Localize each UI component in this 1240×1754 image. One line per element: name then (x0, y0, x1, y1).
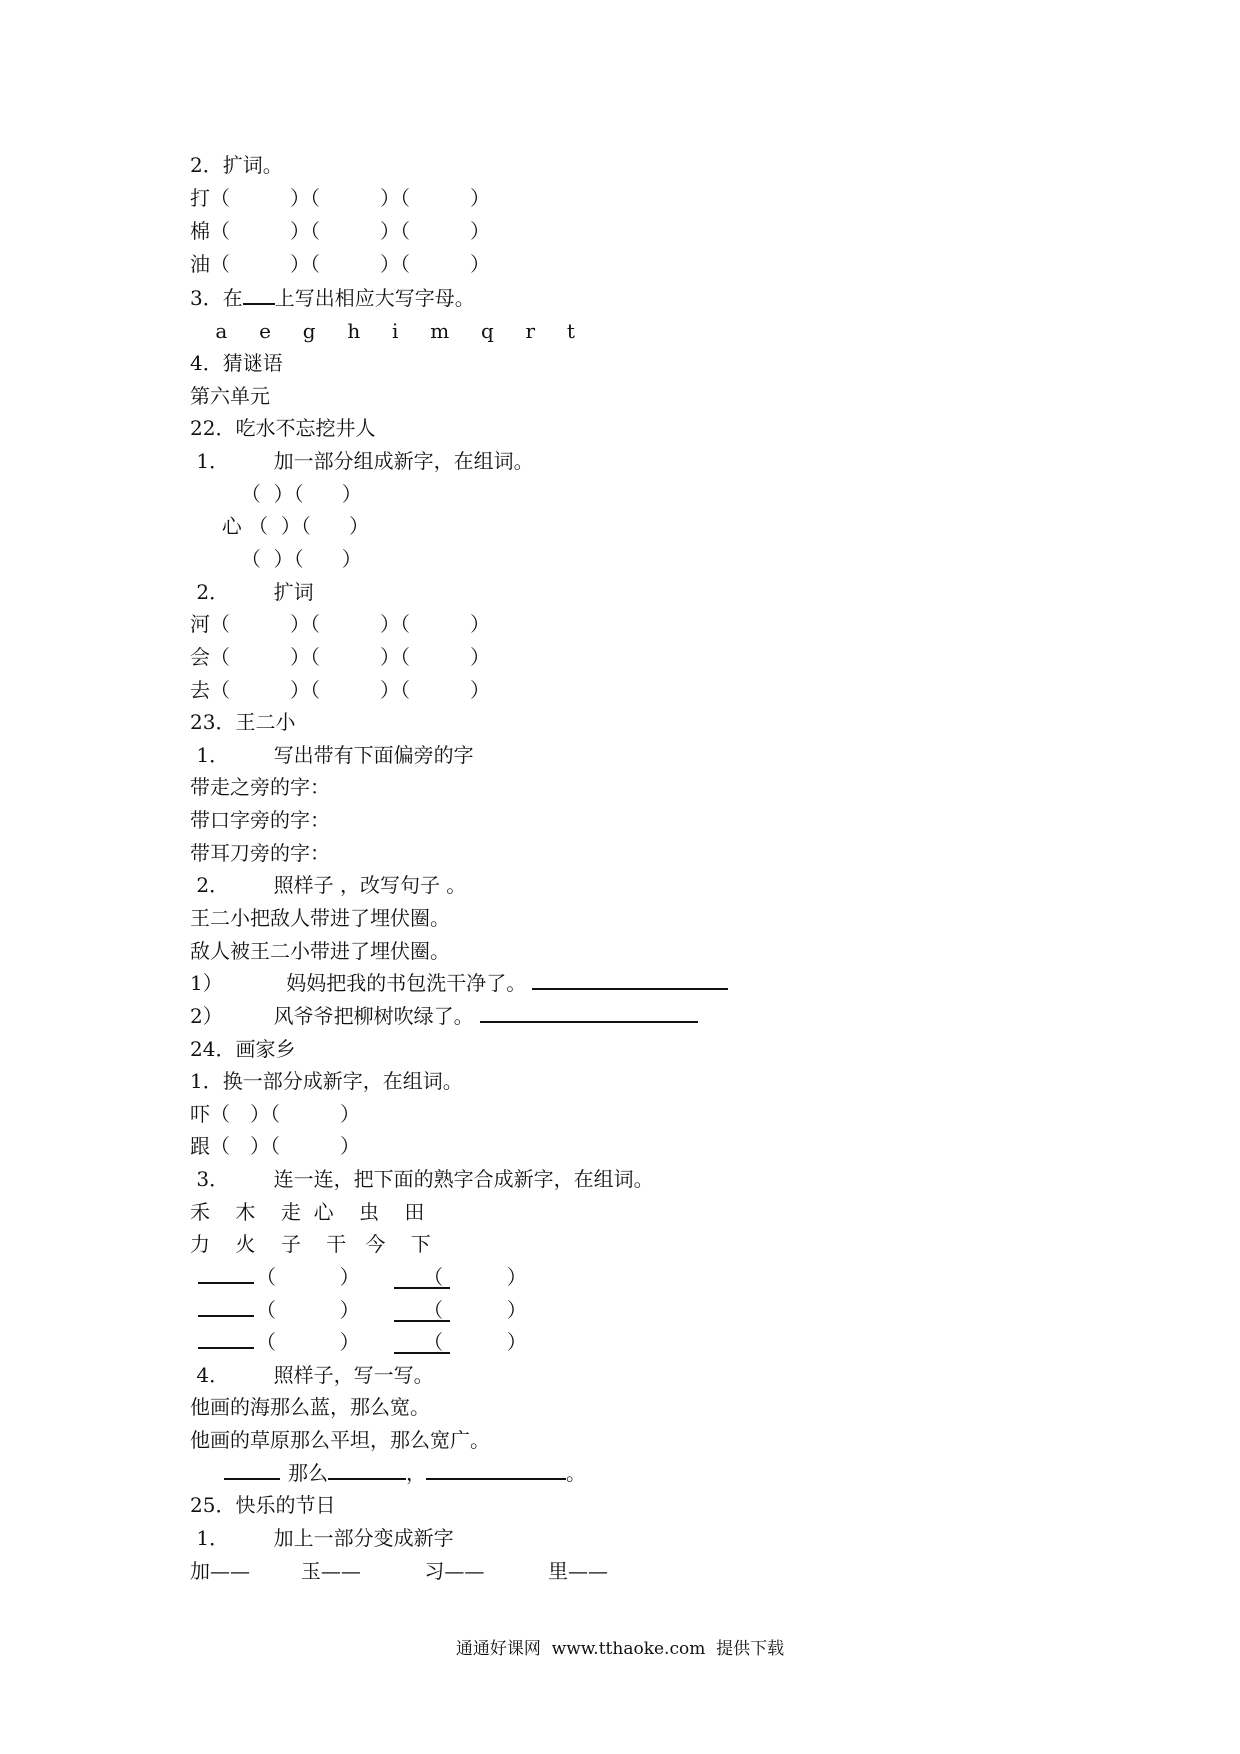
exercise-row: 加—— 玉—— 习—— 里—— (190, 1559, 609, 1583)
expand-row: 油（ ）（ ）（ ） (190, 252, 490, 276)
text: 上写出相应大写字母。 (274, 286, 475, 310)
text: ， (406, 1461, 426, 1485)
q-heading: 3． 连一连，把下面的熟字合成新字，在组词。 (190, 1167, 654, 1191)
blank-line (243, 287, 275, 305)
expand-row: 河（ ）（ ）（ ） (190, 612, 490, 636)
exercise-row: 吓（ ）（ ） (190, 1102, 360, 1126)
q-heading: 2．扩词。 (190, 153, 283, 177)
text: （ ） （ ） (256, 1330, 527, 1354)
expand-row: 去（ ）（ ）（ ） (190, 678, 490, 702)
exercise-row: （ ）（ ） (190, 547, 362, 571)
q-heading: 2． 照样子 ，改写句子 。 (190, 873, 467, 897)
blank-line (198, 1266, 254, 1284)
exercise-row: 带走之旁的字： (190, 775, 330, 799)
q-heading: 4． 照样子，写一写。 (190, 1363, 434, 1387)
blank-line (198, 1299, 254, 1317)
blank-line (224, 1462, 280, 1480)
match-row (190, 1296, 527, 1324)
text: 2） 风爷爷把柳树吹绿了。 (190, 1004, 474, 1028)
exercise-row: （ ）（ ） (190, 482, 362, 506)
text: （ ） （ ） (256, 1265, 527, 1289)
exercise-row: 带口字旁的字： (190, 808, 330, 832)
blank-line (394, 1336, 450, 1354)
exercise-row: 带耳刀旁的字： (190, 841, 330, 865)
match-row (190, 1328, 527, 1356)
text: 那么 (288, 1461, 328, 1485)
q-heading: 1． 加上一部分变成新字 (190, 1526, 454, 1550)
unit-title: 第六单元 (190, 384, 270, 408)
blank-line (328, 1462, 406, 1480)
match-row (190, 1263, 527, 1291)
blank-line (480, 1005, 698, 1023)
lesson-title: 22．吃水不忘挖井人 (190, 416, 376, 440)
exercise-row (190, 1002, 698, 1030)
text: 3．在 (190, 286, 243, 310)
exercise-row: 心 （ ）（ ） (190, 514, 370, 538)
letters-row: a e g h i m q r t (190, 319, 575, 343)
q-heading: 4．猜谜语 (190, 351, 283, 375)
q-heading: 1． 写出带有下面偏旁的字 (190, 743, 474, 767)
example-sentence: 敌人被王二小带进了埋伏圈。 (190, 939, 450, 963)
exercise-row (190, 1459, 586, 1487)
exercise-row (190, 969, 728, 997)
expand-row: 会（ ）（ ）（ ） (190, 645, 490, 669)
char-row: 禾 木 走 心 虫 田 (190, 1200, 425, 1224)
text: 。 (566, 1461, 586, 1485)
expand-row: 棉（ ）（ ）（ ） (190, 219, 490, 243)
lesson-title: 24．画家乡 (190, 1037, 296, 1061)
q-heading: 2． 扩词 (190, 580, 314, 604)
expand-row: 打（ ）（ ）（ ） (190, 186, 490, 210)
blank-line (198, 1331, 254, 1349)
q-heading: 1．换一部分成新字，在组词。 (190, 1069, 463, 1093)
lesson-title: 23．王二小 (190, 710, 296, 734)
text: （ ） （ ） (256, 1298, 527, 1322)
blank-line (426, 1462, 566, 1480)
lesson-title: 25．快乐的节日 (190, 1493, 336, 1517)
q-heading: 1． 加一部分组成新字，在组词。 (190, 449, 534, 473)
blank-line (394, 1271, 450, 1289)
blank-line (532, 972, 728, 990)
footer-credit: 通通好课网 www.tthaoke.com 提供下载 (455, 1639, 785, 1659)
example-sentence: 王二小把敌人带进了埋伏圈。 (190, 906, 450, 930)
q-heading (190, 284, 475, 312)
example-sentence: 他画的海那么蓝，那么宽。 (190, 1395, 430, 1419)
text: 1） 妈妈把我的书包洗干净了。 (190, 971, 527, 995)
example-sentence: 他画的草原那么平坦，那么宽广。 (190, 1428, 490, 1452)
exercise-row: 跟（ ）（ ） (190, 1134, 360, 1158)
char-row: 力 火 子 干 今 下 (190, 1232, 431, 1256)
blank-line (394, 1304, 450, 1322)
